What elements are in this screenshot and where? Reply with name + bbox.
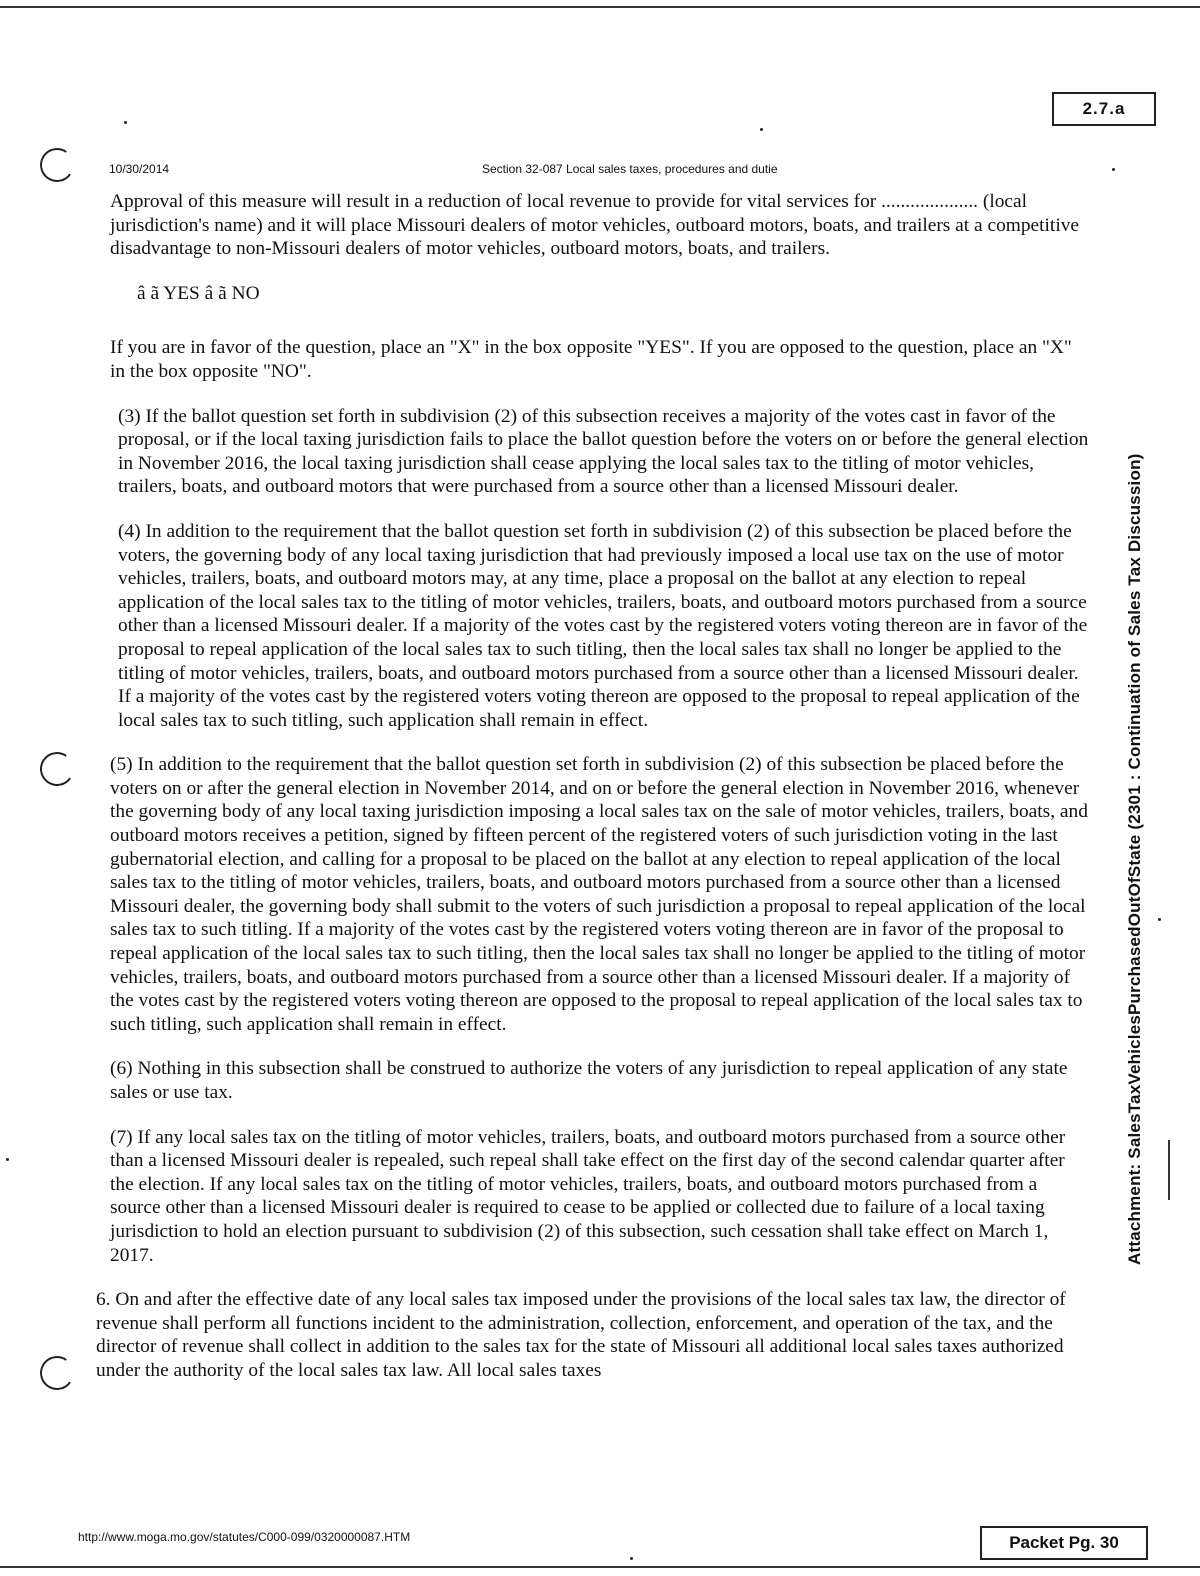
paragraph-5: (5) In addition to the requirement that the ballot question set forth in subdivision (2) of this subsection be placed before the voters on or after the general election in November 2014, and on or before the general election in November 2016, whenever the governing body of any local taxing jurisdiction imposing a local sales tax on the sale of motor vehicles, trailers, boats, and outboard motors receives a petition, signed by fifteen percent of the registered voters of such jurisdiction voting in the last gubernatorial election, and calling for a proposal to be placed on the ballot at any election to repeal application of the local sales tax to the titling of motor vehicles, trailers, boats, and outboard motors purchased from a source other than a licensed Missouri dealer, the governing body shall submit to the voters of such jurisdiction a proposal to repeal application of the local sales tax to such titling. If a majority of the votes cast by the registered voters voting thereon are in favor of the proposal to repeal application of the local sales tax to such titling, then the local sales tax shall no longer be applied to the titling of motor vehicles, trailers, boats, and outboard motors purchased from a source other than a licensed Missouri dealer. If a majority of the votes cast by the registered voters voting thereon are opposed to the proposal to repeal application of the local sales tax to such titling, such application shall remain in effect. [110, 754, 1088, 1035]
attachment-sidebar: Attachment: SalesTaxVehiclesPurchasedOutOfState (2301 : Continuation of Sales Tax Discussion) [1125, 453, 1144, 1265]
speck [760, 128, 763, 131]
speck [1112, 168, 1115, 171]
speck [6, 1158, 9, 1161]
paragraph-approval: Approval of this measure will result in a reduction of local revenue to provide for vital services for .................... (local jurisdiction's name) and it will place Missouri dealers of motor vehicles, outboard motors, boats, and trailers at a competitive disadvantage to non-Missouri dealers of motor vehicles, outboard motors, boats, and trailers. [110, 191, 1080, 260]
speck [630, 1557, 633, 1560]
paragraph-7: (7) If any local sales tax on the titling of motor vehicles, trailers, boats, and outboard motors purchased from a source other than a licensed Missouri dealer is repealed, such repeal shall take effect on the first day of the second calendar quarter after the election. If any local sales tax on the titling of motor vehicles, trailers, boats, and outboard motors purchased from a source other than a licensed Missouri dealer is required to cease to be applied or collected due to failure of a local taxing jurisdiction to hold an election pursuant to subdivision (2) of this subsection, such cessation shall take effect on March 1, 2017. [110, 1126, 1066, 1266]
paragraph-3: (3) If the ballot question set forth in subdivision (2) of this subsection receives a majority of the votes cast in favor of the proposal, or if the local taxing jurisdiction fails to place the ballot question before the voters on or before the general election in November 2016, the local taxing jurisdiction shall cease applying the local sales tax to the titling of motor vehicles, trailers, boats, and outboard motors that were purchased from a source other than a licensed Missouri dealer. [118, 405, 1089, 498]
packet-page-box [980, 1526, 1148, 1560]
footer-url: http://www.moga.mo.gov/statutes/C000-099/0320000087.HTM [78, 1530, 411, 1544]
paragraph-section-6: 6. On and after the effective date of any local sales tax imposed under the provisions of the local sales tax law, the director of revenue shall perform all functions incident to the administration, collection, enforcement, and operation of the tax, and the director of revenue shall collect in addition to the sales tax for the state of Missouri all additional local sales taxes authorized under the authority of the local sales tax law. All local sales taxes [96, 1289, 1066, 1381]
item-label-box [1052, 92, 1156, 126]
punch-hole-icon [37, 1353, 76, 1392]
paragraph-6: (6) Nothing in this subsection shall be construed to authorize the voters of any jurisdiction to repeal application of any state sales or use tax. [110, 1058, 1068, 1103]
speck [124, 121, 127, 124]
packet-page-label: Packet Pg. 30 [1009, 1533, 1119, 1552]
header-title: Section 32-087 Local sales taxes, procedures and dutie [482, 162, 778, 176]
speck [1158, 918, 1161, 921]
top-border [0, 6, 1200, 8]
punch-hole-icon [37, 145, 76, 184]
paragraph-4: (4) In addition to the requirement that the ballot question set forth in subdivision (2) of this subsection be placed before the voters, the governing body of any local taxing jurisdiction that had previously imposed a local use tax on the use of motor vehicles, trailers, boats, and outboard motors may, at any time, place a proposal on the ballot at any election to repeal application of the local sales tax to the titling of motor vehicles, trailers, boats, and outboard motors purchased from a source other than a licensed Missouri dealer. If a majority of the votes cast by the registered voters voting thereon are in favor of the proposal to repeal application of the local sales tax to such titling, then the local sales tax shall no longer be applied to the titling of motor vehicles, trailers, boats, and outboard motors purchased from a source other than a licensed Missouri dealer. If a majority of the votes cast by the registered voters voting thereon are opposed to the proposal to repeal application of the local sales tax to such titling, such application shall remain in effect. [118, 520, 1088, 731]
item-label: 2.7.a [1082, 99, 1126, 118]
document-body [96, 190, 1090, 1383]
margin-mark [1168, 1140, 1170, 1200]
bottom-border [0, 1566, 1200, 1568]
header-date: 10/30/2014 [109, 162, 170, 176]
ballot-choices: â ã YES â ã NO [137, 282, 260, 304]
punch-hole-icon [37, 749, 76, 788]
paragraph-instructions: If you are in favor of the question, place an "X" in the box opposite "YES". If you are opposed to the question, place an "X" in the box opposite "NO". [110, 337, 1072, 382]
